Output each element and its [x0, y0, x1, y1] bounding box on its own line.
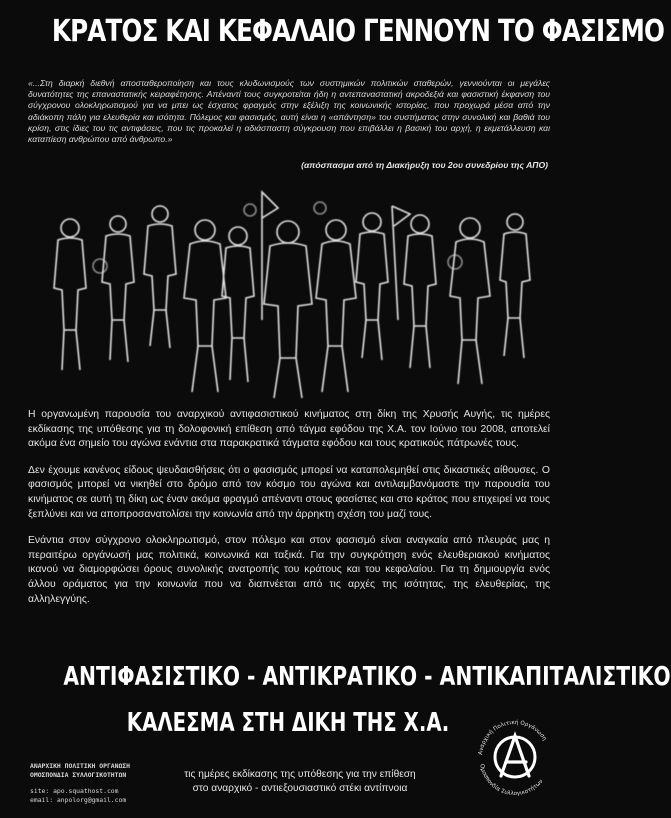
org-site: site: apo.squathost.com: [30, 787, 119, 796]
crowd-illustration-icon: [0, 170, 576, 400]
body-paragraph-1: Η οργανωμένη παρουσία του αναρχικού αντιφασιστικού κινήματος στη δίκη της Χρυσής Αυγής, τις ημέρες εκδίκασης της υπόθεσης για τη δολοφονική επίθεση από τάγμα εφόδου της Χ.Α. τον Ιούνιο του 2008, αποτελεί ακόμα ένα σημείο του αγώνα ενάντια στα παρακρατικά τάγματα εφόδου και τους κρατικούς πάτρωνές τους.: [28, 409, 550, 450]
org-email: email: anpolorg@gmail.com: [30, 795, 127, 804]
quote-source: (απόσπασμα από τη Διακήρυξη του 2ου συνεδρίου της ΑΠΟ): [301, 160, 548, 170]
body-paragraph-3: Ενάντια στον σύγχρονο ολοκληρωτισμό, στον πόλεμο και στον φασισμό είναι αναγκαία από πλευράς μας η περαιτέρω οργάνωσή μας πολιτικά, κοινωνικά και ταξικά. Για την συγκρότηση ενός ελευθεριακού κινήματος ικανού να διαμορφώσει όρους συνολικής ανατροπής του κράτους και του κεφαλαίου. Για τη δημιουργία ενός άλλου οράματος για την κοινωνία που να διαπνέεται από τις αρχές της ισότητας, της ελευθερίας, της αλληλεγγύης.: [28, 535, 550, 605]
slogan: ΑΝΤΙΦΑΣΙΣΤΙΚΟ - ΑΝΤΙΚΡΑΤΙΚΟ - ΑΝΤΙΚΑΠΙΤΑΛΙΣΤΙΚΟ: [63, 662, 671, 692]
organization-info: [30, 762, 150, 804]
bottom-note-line1: τις ημέρες εκδίκασης της υπόθεσης για την επίθεση: [184, 769, 416, 780]
bottom-note: [150, 768, 450, 796]
svg-text:Αναρχική Πολιτική Οργάνωση: Αναρχική Πολιτική Οργάνωση: [478, 719, 548, 756]
bottom-note-line2: στο αναρχικό - αντιεξουσιαστικό στέκι αντίπνοια: [192, 783, 408, 794]
call-to-trial: ΚΑΛΕΣΜΑ ΣΤΗ ΔΙΚΗ ΤΗΣ Χ.Α.: [126, 708, 450, 738]
svg-text:Ομοσπονδία Συλλογικοτήτων: Ομοσπονδία Συλλογικοτήτων: [478, 763, 545, 798]
poster-title: ΚΡΑΤΟΣ ΚΑΙ ΚΕΦΑΛΑΙΟ ΓΕΝΝΟΥΝ ΤΟ ΦΑΣΙΣΜΟ: [51, 14, 665, 49]
org-name-line1: ΑΝΑΡΧΙΚΗ ΠΟΛΙΤΙΚΗ ΟΡΓΑΝΩΣΗ: [30, 762, 131, 770]
declaration-quote: «...Στη διαρκή διεθνή αποσταθεροποίηση και τους κλυδωνισμούς των συστημικών πολιτικών σταθερών, γεννιούνται οι μεγάλες δυνατότητες της επαναστατικής κειραφέτησης. Απέναντί τους συγκροτείται ήδη η αντεπαναστατική ακροδεξιά και φασιστική έκφανση του σύγχρονου ολοκληρωτισμού για να μπει ως έσχατος φραγμός στην εξέλιξη της κοινωνικής ιστορίας, που προχωρά μέσα από την αδιάκοπη πάλη για ελευθερία και ισότητα. Πόλεμος και φασισμός, αυτή είναι η «απάντηση» του συστήματος στην συνολική και βαθιά του κρίση, στις ίδιες του τις αντιφάσεις, που τις προκαλεί η αδιάσπαστη σύγκρουση που επιβάλλει η βασική του αρχή, η εκμετάλλευση και καταπίεση ανθρώπου από άνθρωπο.»: [28, 78, 550, 145]
body-paragraph-2: Δεν έχουμε κανένος είδους ψευδαισθήσεις ότι ο φασισμός μπορεί να καταπολεμηθεί στις δικαστικές αίθουσες. Ο φασισμός μπορεί να νικηθεί στο δρόμο από τον κόσμο του αγώνα και αντιλαμβανόμαστε την παρουσία του κινήματος σε αυτή τη δίκη ως έναν ακόμα φραγμό απέναντι στους φασίστες και στο κράτος που επιχειρεί να τους ξεπλύνει και να αποπροσανατολίσει την κοινωνία από την άρρηκτη σχέση του μαζί τους.: [28, 464, 550, 520]
body-text: [28, 408, 550, 619]
anarchy-circle-a-logo-icon: [470, 712, 560, 802]
org-name-line2: ΟΜΟΣΠΟΝΔΙΑ ΣΥΛΛΟΓΙΚΟΤΗΤΩΝ: [30, 770, 127, 779]
